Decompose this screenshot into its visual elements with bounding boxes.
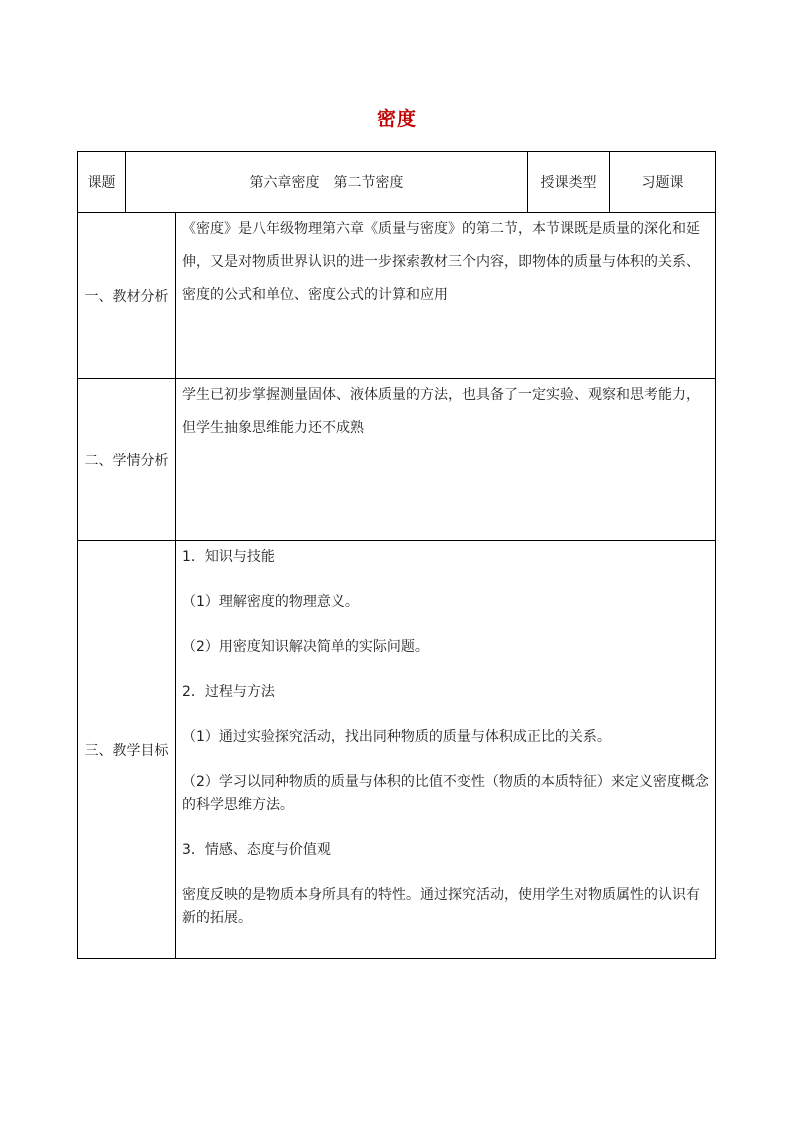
section-paragraph: 《密度》是八年级物理第六章《质量与密度》的第二节，本节课既是质量的深化和延伸，又是对物质世界认识的进一步探索教材三个内容，即物体的质量与体积的关系、密度的公式和单位、密度公式的计算和应用 [182,221,700,303]
section-label-textbook-analysis: 一、教材分析 [84,288,169,305]
section-label-student-analysis: 二、学情分析 [84,452,169,469]
section-content-textbook-analysis [182,213,710,312]
objective-item: （2）用密度知识解决简单的实际问题。 [182,639,429,655]
subject-value: 第六章密度 第二节密度 [249,175,404,191]
table-col-divider [175,212,176,959]
objective-item: （1）理解密度的物理意义。 [182,594,359,610]
section-content-student-analysis [182,379,710,445]
table-border-bottom [77,958,716,959]
lesson-type-label: 授课类型 [540,175,597,191]
section-content-teaching-objectives [182,546,710,930]
objective-item: （2）学习以同种物质的质量与体积的比值不变性（物质的本质特征）来定义密度概念的科学思维方法。 [182,774,709,813]
lesson-type-value: 习题课 [641,175,684,191]
section-paragraph: 学生已初步掌握测量固体、液体质量的方法，也具备了一定实验、观察和思考能力，但学生抽象思维能力还不成熟 [182,387,700,436]
section-label-teaching-objectives: 三、教学目标 [84,742,169,759]
table-border-right [715,151,716,959]
objective-heading: 1．知识与技能 [182,549,275,565]
objective-heading: 3．情感、态度与价值观 [182,842,331,858]
document-title: 密度 [376,108,417,130]
objective-item: （1）通过实验探究活动，找出同种物质的质量与体积成正比的关系。 [182,729,611,745]
objective-heading: 2．过程与方法 [182,684,275,700]
subject-label: 课题 [87,175,116,191]
objective-item: 密度反映的是物质本身所具有的特性。通过探究活动，使用学生对物质属性的认识有新的拓展。 [182,887,700,926]
